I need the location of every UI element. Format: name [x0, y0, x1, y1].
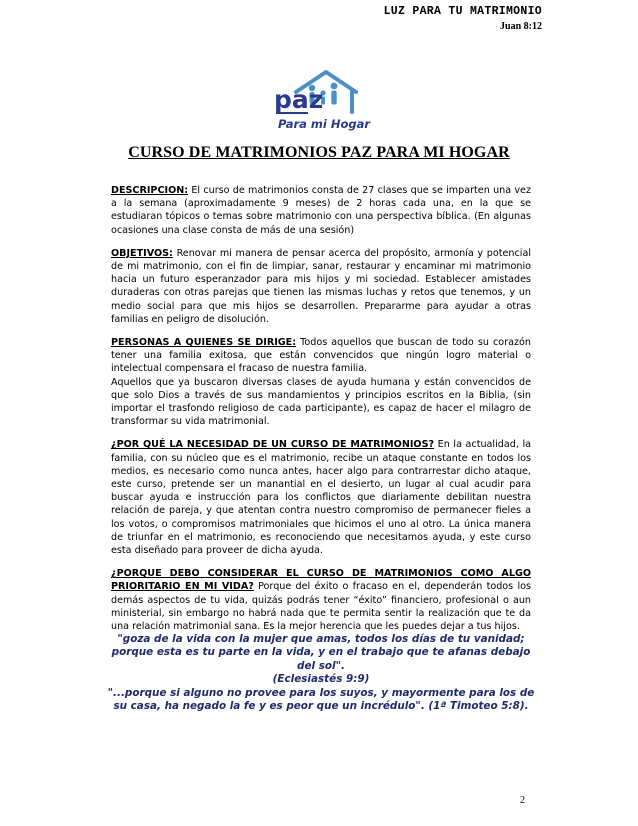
- section-text: Aquellos que ya buscaron diversas clases de ayuda humana y están convencidos de que solo Dios a través de sus mandamientos y principios escritos en la Biblia, (sin importar el trasfondo religioso de cada participante), es capaz de hacer el milagro de transformar su vida matrimonial.: [111, 376, 531, 428]
- section-por-que: [111, 438, 531, 557]
- section-text: Todos aquellos que buscan de todo su corazón tener una familia exitosa, que están convencidos que ningún logro material o intelectual compensara el fracaso de nuestra familia.: [111, 337, 531, 375]
- section-text: En la actualidad, la familia, con su núcleo que es el matrimonio, recibe un ataque constante en todos los medios, es necesario como nunca antes, hacer algo para contrarrestar dicho ataque, este curso, pretende ser un manantial en el desierto, un lugar al cual acudir para buscar ayuda e instrucción para los conflictos que diariamente debilitan nuestra relación de pareja, y que atentan contra nuestro compromiso de permanecer fieles a los votos, o compromisos matrimoniales que hicimos el uno al otro. La única manera de triunfar en el matrimonio, es reconociendo que necesitamos ayuda, y este curso esta diseñado para proveer de dicha ayuda.: [111, 439, 532, 557]
- section-label: PERSONAS A QUIENES SE DIRIGE:: [111, 337, 297, 349]
- paz-para-mi-hogar-logo: [256, 66, 376, 138]
- bible-quotes: [106, 633, 536, 713]
- header-reference: Juan 8:12: [500, 21, 542, 32]
- section-label: DESCRIPCION:: [111, 185, 189, 196]
- section-personas: [111, 336, 531, 428]
- section-descripcion: [111, 184, 531, 237]
- logo-word: paz: [274, 85, 324, 114]
- logo-tagline: Para mi Hogar: [278, 117, 371, 131]
- document-title: CURSO DE MATRIMONIOS PAZ PARA MI HOGAR: [128, 144, 510, 161]
- section-text: El curso de matrimonios consta de 27 clases que se imparten una vez a la semana (aproximadamente 9 meses) de 2 horas cada una, en la que se estudiaran tópicos o temas sobre matrimonio con una perspectiva bíblica. (En algunas ocasiones una clase consta de más de una sesión): [111, 185, 531, 236]
- section-text: Porque del éxito o fracaso en el, dependerán todos los demás aspectos de tu vida, quizás podrás tener “éxito” financiero, profesional o aun ministerial, sin embargo no habrá nada que te permita sentir la realización que te da una relación matrimonial sana. Es la mejor herencia que les puedes dejar a tus hijos.: [111, 581, 531, 633]
- page-number: 2: [520, 795, 525, 806]
- quote-reference: (Eclesiastés 9:9): [272, 673, 370, 686]
- header-title: LUZ PARA TU MATRIMONIO: [383, 5, 542, 18]
- section-text: Renovar mi manera de pensar acerca del propósito, armonía y potencial de mi matrimonio, con el fin de limpiar, sanar, restaurar y encaminar mi matrimonio hacia un futuro esperanzador para mis hijos y mi sociedad. Establecer amistades duraderas con otras parejas que tienen las mismas luchas y retos que tenemos, y un medio social para que mis hijos se desarrollen. Prepararme para ayudar a otras familias en peligro de disolución.: [111, 247, 531, 325]
- section-label: OBJETIVOS:: [111, 247, 173, 259]
- section-objetivos: [111, 247, 531, 326]
- quote-eclesiastes: "goza de la vida con la mujer que amas, todos los días de tu vanidad; porque esta es tu parte en la vida, y en el trabajo que te afanas debajo del sol".: [111, 633, 531, 672]
- section-porque-debo: [111, 567, 531, 633]
- document-body: [111, 184, 531, 643]
- section-label: ¿POR QUÉ LA NECESIDAD DE UN CURSO DE MATRIMONIOS?: [111, 439, 435, 451]
- section-label: ¿PORQUE DEBO CONSIDERAR EL CURSO DE MATRIMONIOS COMO ALGO PRIORITARIO EN MI VIDA?: [111, 568, 531, 593]
- quote-timoteo: "...porque si alguno no provee para los suyos, y mayormente para los de su casa, ha negado la fe y es peor que un incrédulo". (1ª Timoteo 5:8).: [107, 686, 535, 713]
